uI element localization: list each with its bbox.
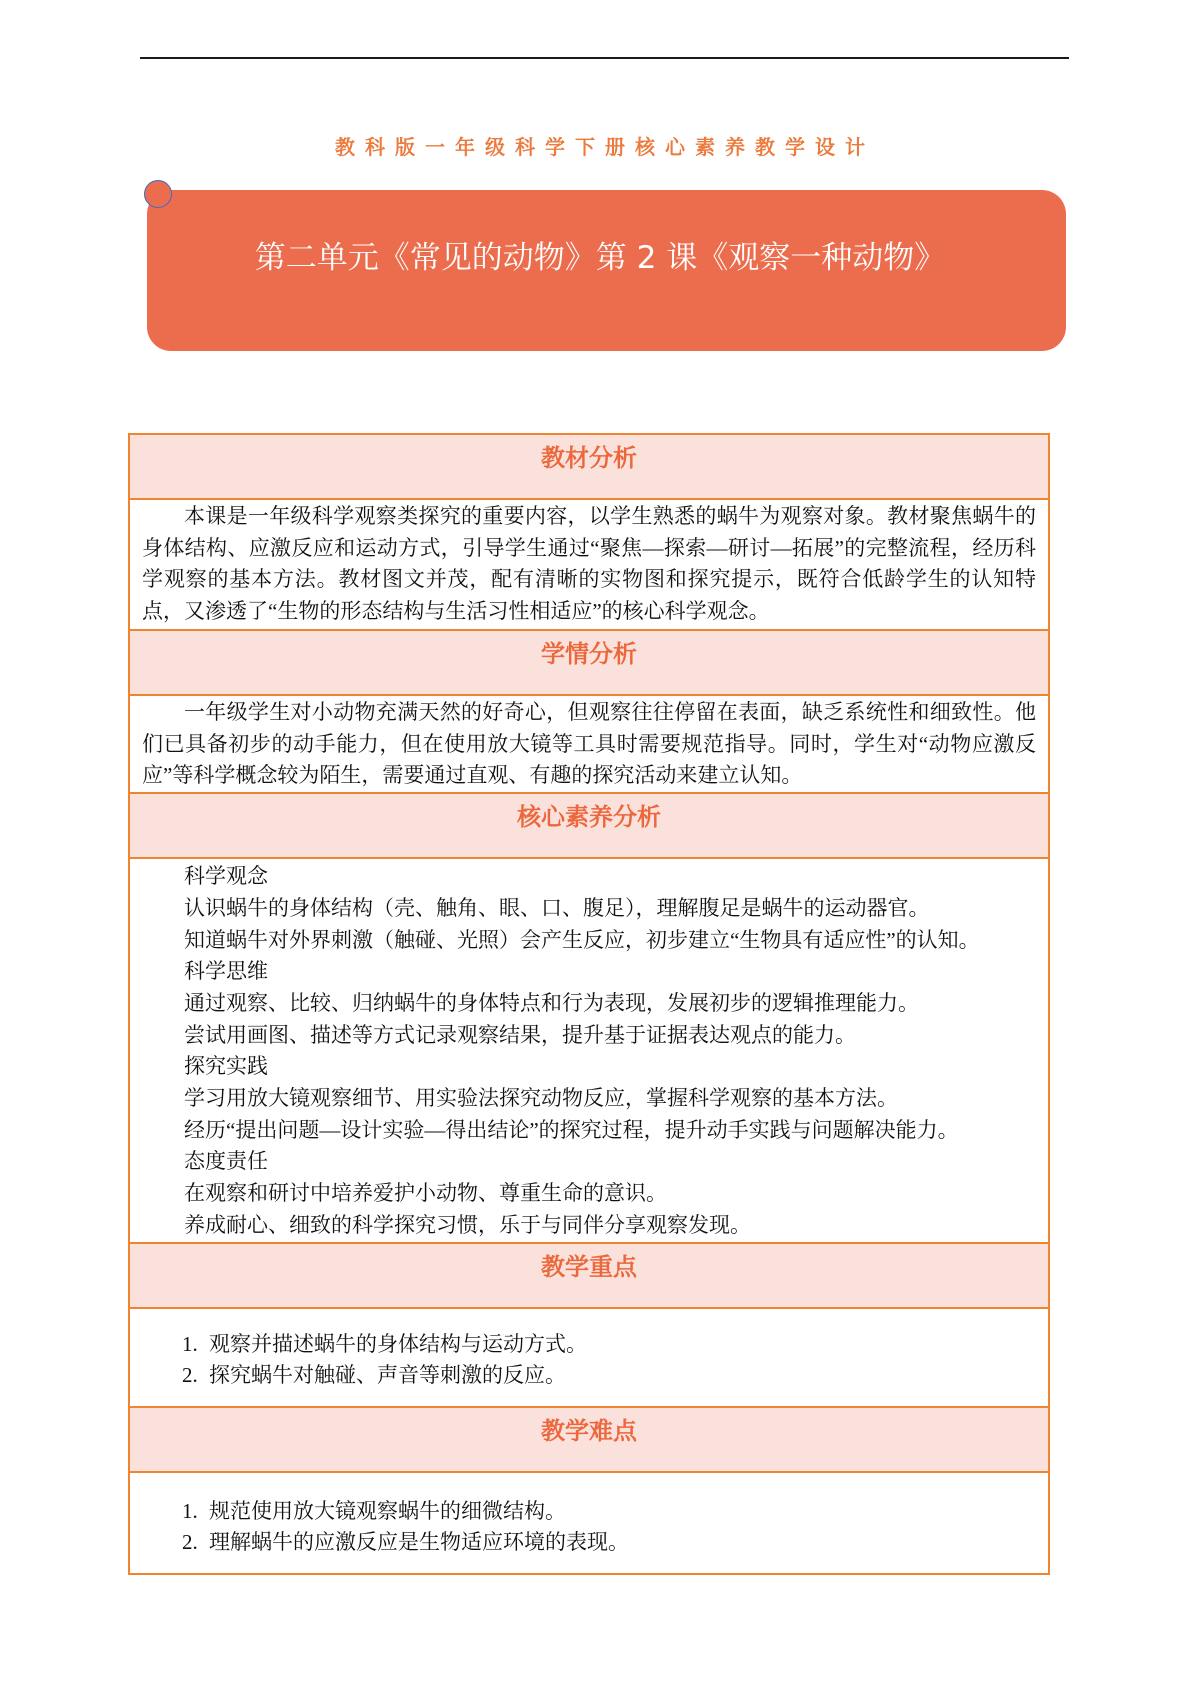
core-literacy-cell	[130, 857, 1048, 1241]
lesson-title: 第二单元《常见的动物》第 2 课《观察一种动物》	[254, 240, 946, 276]
key-points-cell	[130, 1307, 1048, 1406]
difficulty-item	[142, 1496, 1036, 1528]
textbook-analysis-heading: 教材分析	[130, 435, 1048, 498]
core-literacy-group-title: 态度责任	[184, 1149, 268, 1174]
list-text: 理解蜗牛的应激反应是生物适应环境的表现。	[209, 1530, 629, 1555]
core-literacy-group-title: 科学观念	[184, 864, 268, 889]
student-analysis-paragraph: 一年级学生对小动物充满天然的好奇心，但观察往往停留在表面，缺乏系统性和细致性。他们已具备初步的动手能力，但在使用放大镜等工具时需要规范指导。同时，学生对“动物应激反应”等科学概念较为陌生，需要通过直观、有趣的探究活动来建立认知。	[142, 700, 1036, 788]
student-analysis-cell	[130, 694, 1048, 792]
core-literacy-item: 通过观察、比较、归纳蜗牛的身体特点和行为表现，发展初步的逻辑推理能力。	[184, 990, 919, 1015]
key-point-item	[142, 1329, 1036, 1361]
core-literacy-group-title: 科学思维	[184, 959, 268, 984]
student-analysis-heading: 学情分析	[130, 629, 1048, 694]
core-literacy-item: 学习用放大镜观察细节、用实验法探究动物反应，掌握科学观察的基本方法。	[184, 1086, 898, 1111]
lesson-plan-table	[128, 433, 1050, 1575]
core-literacy-item: 经历“提出问题—设计实验—得出结论”的探究过程，提升动手实践与问题解决能力。	[184, 1117, 959, 1142]
key-point-item	[142, 1360, 1036, 1392]
core-literacy-item: 在观察和研讨中培养爱护小动物、尊重生命的意识。	[184, 1181, 667, 1206]
banner-corner-dot	[144, 180, 172, 208]
list-number: 2.	[182, 1530, 198, 1555]
core-literacy-group-title: 探究实践	[184, 1054, 268, 1079]
header-rule	[140, 57, 1069, 59]
core-literacy-heading: 核心素养分析	[130, 792, 1048, 857]
textbook-analysis-paragraph: 本课是一年级科学观察类探究的重要内容，以学生熟悉的蜗牛为观察对象。教材聚焦蜗牛的身体结构、应激反应和运动方式，引导学生通过“聚焦—探索—研讨—拓展”的完整流程，经历科学观察的基本方法。教材图文并茂，配有清晰的实物图和探究提示，既符合低龄学生的认知特点，又渗透了“生物的形态结构与生活习性相适应”的核心科学观念。	[142, 504, 1036, 624]
textbook-analysis-cell	[130, 498, 1048, 629]
key-points-heading: 教学重点	[130, 1242, 1048, 1307]
difficulties-cell	[130, 1471, 1048, 1573]
list-text: 探究蜗牛对触碰、声音等刺激的反应。	[209, 1363, 566, 1388]
list-number: 1.	[182, 1498, 198, 1523]
difficulty-item	[142, 1527, 1036, 1559]
core-literacy-item: 尝试用画图、描述等方式记录观察结果，提升基于证据表达观点的能力。	[184, 1022, 856, 1047]
core-literacy-item: 认识蜗牛的身体结构（壳、触角、眼、口、腹足），理解腹足是蜗牛的运动器官。	[184, 895, 930, 920]
series-title: 教科版一年级科学下册核心素养教学设计	[335, 135, 875, 159]
core-literacy-item: 知道蜗牛对外界刺激（触碰、光照）会产生反应，初步建立“生物具有适应性”的认知。	[184, 927, 980, 952]
list-text: 观察并描述蜗牛的身体结构与运动方式。	[209, 1331, 587, 1356]
list-number: 2.	[182, 1363, 198, 1388]
lesson-title-banner	[147, 190, 1066, 351]
difficulties-heading: 教学难点	[130, 1406, 1048, 1471]
list-text: 规范使用放大镜观察蜗牛的细微结构。	[209, 1498, 566, 1523]
list-number: 1.	[182, 1331, 198, 1356]
core-literacy-item: 养成耐心、细致的科学探究习惯，乐于与同伴分享观察发现。	[184, 1212, 751, 1237]
